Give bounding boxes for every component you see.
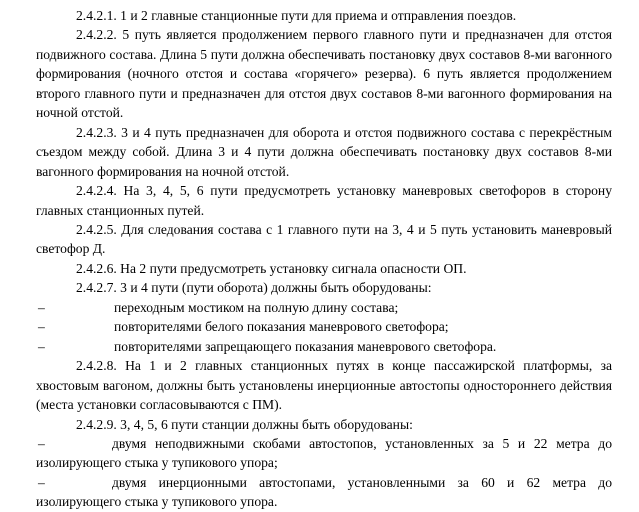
list-item [36, 337, 612, 356]
list-item-text: повторителями запрещающего показания маневрового светофора. [114, 338, 497, 354]
clause-2-4-2-8: 2.4.2.8. На 1 и 2 главных станционных путях в конце пассажирской платформы, за хвостовым вагоном, должны быть установлены инерционные автостопы одностороннего действия (места установки согласовываются с ПМ). [36, 358, 612, 413]
list-item [36, 317, 612, 336]
clause-2-4-2-4: 2.4.2.4. На 3, 4, 5, 6 пути предусмотреть установку маневровых светофоров в сторону главных станционных путей. [36, 183, 612, 218]
dash-bullet: – [38, 338, 45, 354]
dash-bullet: – [38, 435, 45, 451]
list-item [36, 298, 612, 317]
clause-2-4-2-7: 2.4.2.7. 3 и 4 пути (пути оборота) должны быть оборудованы: [76, 280, 432, 296]
list-item-text: переходным мостиком на полную длину состава; [114, 299, 399, 315]
clause-2-4-2-9-list [36, 434, 612, 512]
clause-2-4-2-5: 2.4.2.5. Для следования состава с 1 главного пути на 3, 4 и 5 путь установить маневровый светофор Д. [36, 221, 612, 257]
clause-2-4-2-1: 2.4.2.1. 1 и 2 главные станционные пути для приема и отправления поездов. [76, 8, 517, 23]
list-item-text: двумя неподвижными скобами автостопов, установленных за 5 и 22 метра до изолирующего стыка у тупикового упора; [36, 435, 612, 471]
list-item [36, 434, 612, 473]
dash-bullet: – [38, 474, 45, 490]
dash-bullet: – [38, 319, 45, 335]
clause-2-4-2-3: 2.4.2.3. 3 и 4 путь предназначен для оборота и отстоя подвижного состава с перекрёстным съездом между собой. Длина 3 и 4 пути должна обеспечивать постановку двух составов 8-ми вагонного формирования на ночной отстой. [36, 124, 612, 179]
list-item [36, 473, 612, 512]
list-item-text: повторителями белого показания маневрового светофора; [114, 319, 449, 335]
clause-2-4-2-9: 2.4.2.9. 3, 4, 5, 6 пути станции должны быть оборудованы: [76, 416, 413, 432]
clause-2-4-2-2: 2.4.2.2. 5 путь является продолжением первого главного пути и предназначен для отстоя подвижного состава. Длина 5 пути должна обеспечивать постановку двух составов 8-ми вагонного формирования (ночного отстоя и состава «горячего» резерва). 6 путь является продолжением второго главного пути и предназначен для отстоя двух составов 8-ми вагонного формирования на ночной отстой. [36, 27, 612, 121]
dash-bullet: – [38, 299, 45, 315]
list-item-text: двумя инерционными автостопами, установленными за 60 и 62 метра до изолирующего стыка у тупикового упора. [36, 474, 612, 510]
clause-2-4-2-6: 2.4.2.6. На 2 пути предусмотреть установку сигнала опасности ОП. [76, 260, 467, 276]
document-body [36, 6, 612, 512]
clause-2-4-2-7-list [36, 298, 612, 356]
